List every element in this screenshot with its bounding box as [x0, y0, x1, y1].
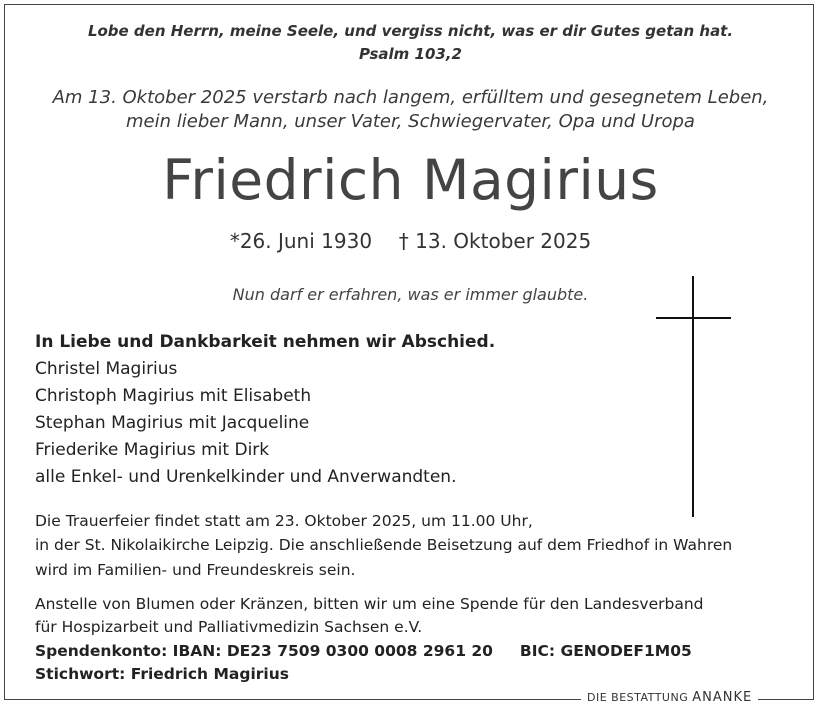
death-date: 13. Oktober 2025	[415, 229, 592, 253]
motto: Nun darf er erfahren, was er immer glaubte.	[232, 285, 589, 304]
family-member: Stephan Magirius mit Jacqueline	[35, 413, 310, 433]
family-member: alle Enkel- und Urenkelkinder und Anverwandten.	[35, 467, 457, 487]
donation-line-2: für Hospizarbeit und Palliativmedizin Sachsen e.V.	[35, 618, 423, 636]
donation-keyword: Stichwort: Friedrich Magirius	[35, 665, 289, 683]
funeral-line-2: in der St. Nikolaikirche Leipzig. Die anschließende Beisetzung auf dem Friedhof in Wahren	[35, 536, 733, 554]
birth-date: *26. Juni 1930	[229, 229, 373, 253]
funeral-line-1: Die Trauerfeier findet statt am 23. Oktober 2025, um 11.00 Uhr,	[35, 512, 533, 530]
intro-line-1: Am 13. Oktober 2025 verstarb nach langem, erfülltem und gesegnetem Leben,	[52, 87, 769, 108]
family-member: Friederike Magirius mit Dirk	[35, 440, 270, 460]
family-member: Christel Magirius	[35, 359, 178, 379]
funeral-line-3: wird im Familien- und Freundeskreis sein.	[35, 561, 356, 579]
deceased-name: Friedrich Magirius	[162, 148, 659, 212]
cross-symbol: †	[398, 229, 409, 253]
bible-verse: Lobe den Herrn, meine Seele, und vergiss nicht, was er dir Gutes getan hat.	[87, 22, 734, 40]
family-member: Christoph Magirius mit Elisabeth	[35, 386, 312, 406]
family-heading: In Liebe und Dankbarkeit nehmen wir Abschied.	[35, 332, 496, 352]
intro-line-2: mein lieber Mann, unser Vater, Schwiegervater, Opa und Uropa	[126, 111, 695, 132]
brand-prefix: DIE BESTATTUNG	[587, 691, 689, 704]
donation-line-1: Anstelle von Blumen oder Kränzen, bitten wir um eine Spende für den Landesverband	[35, 595, 704, 613]
bible-reference: Psalm 103,2	[359, 45, 462, 63]
funeral-home-logo	[581, 690, 758, 705]
brand-name: ANANKE	[692, 690, 753, 705]
cross-icon	[692, 276, 694, 517]
cross-icon-bar	[656, 317, 731, 319]
donation-account: Spendenkonto: IBAN: DE23 7509 0300 0008 2961 20 BIC: GENODEF1M05	[35, 642, 692, 660]
life-dates	[0, 229, 821, 253]
